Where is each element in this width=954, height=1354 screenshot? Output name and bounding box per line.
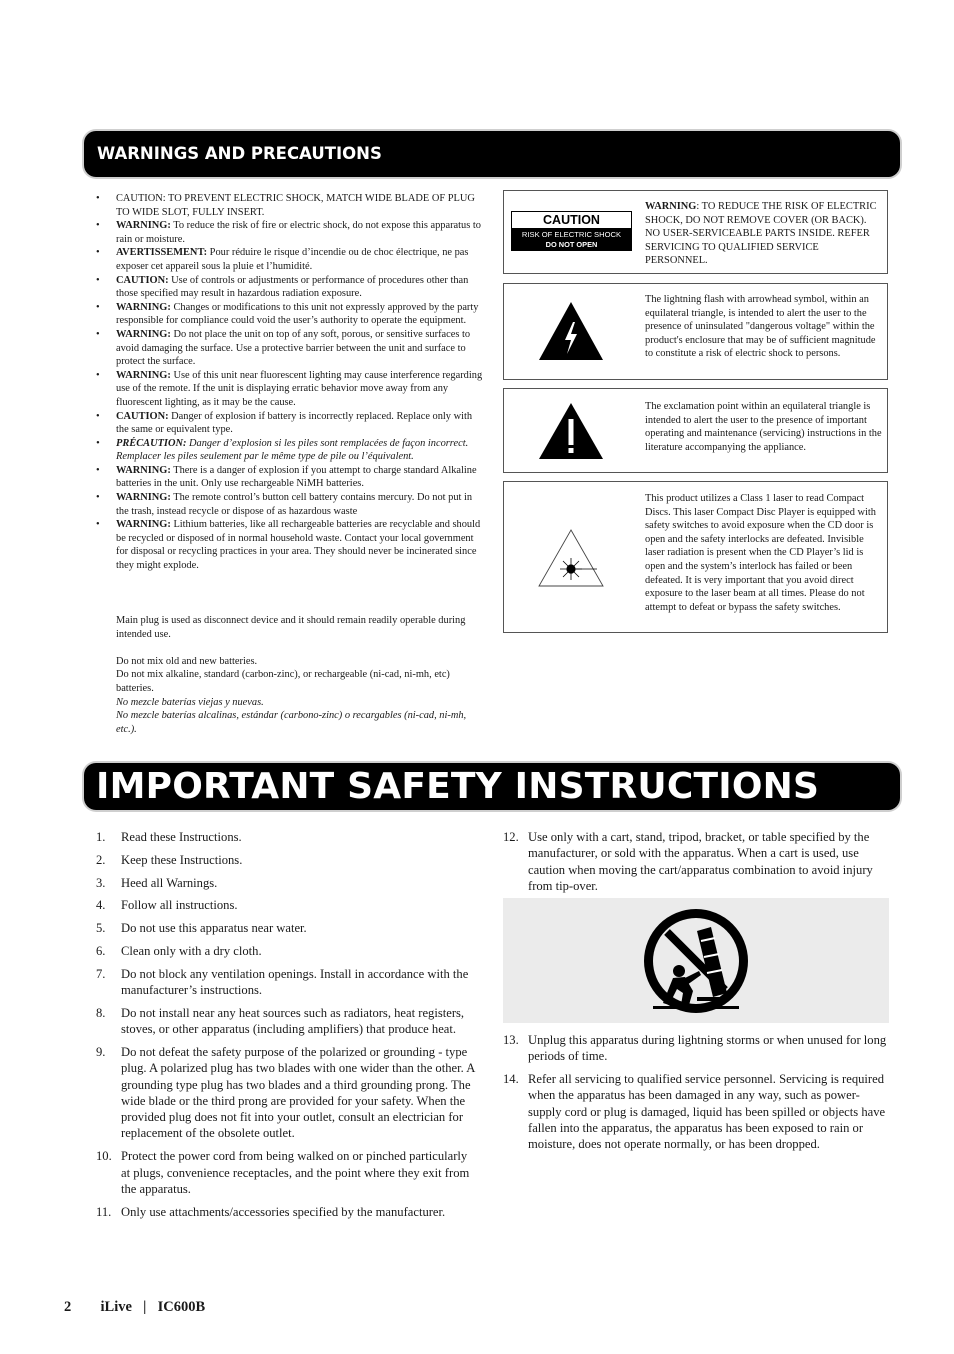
instruction-number: 6.	[96, 943, 106, 958]
warning-item	[96, 192, 486, 219]
warning-item	[96, 518, 486, 572]
instruction-number: 14.	[503, 1072, 519, 1087]
instruction-number: 4.	[96, 898, 106, 913]
instruction-number: 9.	[96, 1044, 106, 1059]
instruction-text: Keep these Instructions.	[121, 852, 243, 867]
cart-tipover-icon	[641, 907, 751, 1015]
instruction-item	[96, 875, 479, 891]
lightning-text: The lightning flash with arrowhead symbol, within an equilateral triangle, is intended to alert the user to the presence of uninsulated "dangerous voltage" within the product's enclosure that may be of sufficient magnitude to constitute a risk of electric shock to persons.	[645, 294, 876, 360]
instruction-text: Do not block any ventilation openings. Install in accordance with the manufacturer’s instructions.	[121, 966, 469, 998]
warning-item-label: WARNING:	[116, 328, 171, 340]
instructions-list-left	[96, 829, 479, 1226]
warning-item	[96, 464, 486, 491]
warning-item-text: Changes or modifications to this unit not expressly approved by the party responsible for compliance could void the user’s authority to operate the equipment.	[116, 301, 479, 327]
note-no-mix-1: Do not mix old and new batteries.	[116, 655, 258, 667]
warning-item-text: Danger of explosion if battery is incorrectly replaced. Replace only with the same or equivalent type.	[116, 410, 473, 436]
page-number: 2	[64, 1299, 72, 1315]
instruction-number: 3.	[96, 875, 106, 890]
warning-item	[96, 301, 486, 328]
warning-item-label: AVERTISSEMENT:	[116, 247, 208, 259]
instruction-number: 13.	[503, 1033, 519, 1047]
note-main-plug: Main plug is used as disconnect device and it should remain readily operable during intended use.	[116, 615, 466, 640]
warning-item-text: Use of controls or adjustments or performance of procedures other than those specified may result in hazardous radiation exposure.	[116, 274, 469, 300]
warning-item-text: Pour réduire le risque d’incendie ou de choc électrique, ne pas exposer cet appareil sous la pluie et l’humidité.	[116, 247, 469, 272]
instruction-number: 12.	[503, 830, 519, 844]
instruction-item	[96, 897, 479, 913]
warning-item-label: PRÉCAUTION:	[116, 437, 187, 449]
warning-item-label: CAUTION:	[116, 410, 169, 422]
exclamation-triangle-icon	[537, 401, 605, 461]
instructions-list-right-bottom	[503, 1032, 891, 1159]
footer-brand: iLive	[100, 1299, 132, 1315]
instruction-text: Follow all instructions.	[121, 898, 238, 913]
warning-item	[96, 410, 486, 437]
instruction-item	[96, 1148, 479, 1197]
page-footer	[64, 1298, 205, 1316]
instruction-item	[96, 943, 479, 959]
instruction-item	[503, 829, 891, 894]
instruction-item	[96, 852, 479, 868]
note-es-2: No mezcle baterías alcalinas, estándar (carbono-zinc) o recargables (ni-cad, ni-mh, etc.).	[116, 710, 467, 735]
safety-title: IMPORTANT SAFETY INSTRUCTIONS	[96, 766, 820, 807]
instruction-text: Clean only with a dry cloth.	[121, 943, 262, 958]
caution-label-line1: RISK OF ELECTRIC SHOCK	[521, 230, 622, 239]
note-no-mix-2: Do not mix alkaline, standard (carbon-zinc), or rechargeable (ni-cad, ni-mh, etc) batteries.	[116, 669, 450, 694]
warning-item-label: WARNING:	[116, 492, 171, 504]
instruction-item	[503, 1071, 891, 1152]
warning-item-text: There is a danger of explosion if you attempt to charge standard Alkaline batteries in the unit. Only use rechargeable NiMH batteries.	[116, 464, 477, 490]
safety-banner	[84, 763, 900, 810]
note-es-1: No mezcle baterías viejas y nuevas.	[116, 696, 264, 708]
warning-item-label: WARNING:	[116, 519, 171, 531]
warning-item	[96, 491, 486, 518]
instruction-text: Do not defeat the safety purpose of the polarized or grounding - type plug. A polarized plug has two blades with one wider than the other. A grounding type plug has two blades and a third grounding prong. The wide blade or the third prong are provided for your safety. When the provided plug does not fit into your outlet, consult an electrician for replacement of the obsolete outlet.	[121, 1044, 475, 1141]
warning-item-text: To reduce the risk of fire or electric shock, do not expose this apparatus to rain or moisture.	[116, 220, 481, 245]
instruction-item	[96, 966, 479, 999]
warning-item	[96, 328, 486, 369]
instruction-number: 1.	[96, 830, 106, 844]
instruction-text: Only use attachments/accessories specified by the manufacturer.	[121, 1204, 446, 1219]
warning-item-text: The remote control’s button cell battery contains mercury. Do not put in the trash, instead recycle or dispose of as hazardous waste	[116, 492, 473, 517]
warning-item	[96, 274, 486, 301]
warnings-list	[96, 192, 486, 573]
caution-warning-text	[645, 200, 882, 268]
lightning-box	[503, 283, 888, 380]
warning-item-text: Danger d’explosion si les piles sont remplacées de façon incorrect. Remplacer les piles seulement par le même type de pile ou l’équivalent.	[116, 437, 469, 463]
exclamation-text: The exclamation point within an equilateral triangle is intended to alert the user to the presence of important operating and maintenance (servicing) instructions in the literature accompanying the appliance.	[645, 401, 882, 453]
laser-warning-icon	[537, 528, 605, 588]
caution-label-line2: DO NOT OPEN	[545, 240, 598, 249]
laser-text: This product utilizes a Class 1 laser to read Compact Discs. This laser Compact Disc Player is equipped with safety switches to avoid exposure when the CD door is open and the safety interlocks are defeated. Invisible laser radiation is present when the CD Player’s lid is open and the system’s interlock has failed or been defeated. It is very important that you avoid direct exposure to the laser beam at all times. Please do not attempt to defeat or bypass the safety switches.	[645, 493, 876, 613]
instruction-text: Do not install near any heat sources such as radiators, heat registers, stoves, or other apparatus (including amplifiers) that produce heat.	[121, 1005, 465, 1037]
caution-box	[503, 190, 888, 274]
warning-item-label: WARNING:	[116, 301, 171, 313]
instruction-item	[96, 1204, 479, 1220]
warning-item-label: WARNING:	[116, 369, 171, 381]
instruction-number: 11.	[96, 1204, 112, 1219]
instruction-item	[96, 1005, 479, 1038]
warning-item-label: CAUTION:	[116, 274, 169, 286]
warning-item-text: Lithium batteries, like all rechargeable batteries are recyclable and should be recycled or disposed of in normal household waste. Contact your local government for disposal or recycling practices in your area. They should never be incinerated since they might explode.	[116, 519, 481, 572]
warning-item-text: CAUTION: TO PREVENT ELECTRIC SHOCK, MATCH WIDE BLADE OF PLUG TO WIDE SLOT, FULLY INSERT.	[116, 193, 475, 218]
warning-item-label: WARNING:	[116, 464, 171, 476]
warning-label: WARNING	[645, 201, 697, 212]
warning-item	[96, 219, 486, 246]
warnings-title: WARNINGS AND PRECAUTIONS	[97, 144, 382, 163]
instruction-number: 7.	[96, 966, 106, 981]
caution-label-graphic	[511, 211, 632, 251]
instruction-number: 5.	[96, 921, 106, 936]
instruction-text: Read these Instructions.	[121, 830, 242, 844]
instruction-text: Refer all servicing to qualified service personnel. Servicing is required when the apparatus has been damaged in any way, such as power-supply cord or plug is damaged, liquid has been spilled or objects have fallen into the apparatus, the apparatus has been exposed to rain or moisture, does not operate normally, or has been dropped.	[528, 1072, 886, 1152]
instruction-item	[96, 829, 479, 845]
laser-box	[503, 481, 888, 633]
warning-item-text: Do not place the unit on top of any soft, porous, or sensitive surfaces to avoid damaging the surface. Use a protective barrier between the unit and surface to protect the surface.	[116, 328, 471, 368]
instruction-number: 2.	[96, 852, 106, 867]
exclamation-box	[503, 388, 888, 473]
instruction-text: Unplug this apparatus during lightning storms or when unused for long periods of time.	[528, 1033, 887, 1064]
instruction-item	[503, 1032, 891, 1065]
instruction-text: Do not use this apparatus near water.	[121, 921, 307, 936]
warnings-banner	[84, 131, 900, 177]
instructions-list-right-top	[503, 829, 891, 901]
caution-label-title: CAUTION	[512, 212, 631, 228]
instruction-text: Heed all Warnings.	[121, 875, 218, 890]
warning-item	[96, 369, 486, 410]
warning-item	[96, 246, 486, 273]
lightning-triangle-icon	[537, 300, 605, 362]
cart-graphic-panel	[503, 898, 889, 1023]
footer-model: IC600B	[157, 1299, 206, 1315]
warning-item-label: WARNING:	[116, 220, 171, 232]
footer-separator: |	[143, 1299, 147, 1315]
warning-item	[96, 437, 486, 464]
instruction-item	[96, 1044, 479, 1142]
instruction-number: 10.	[96, 1149, 112, 1164]
instruction-number: 8.	[96, 1005, 106, 1020]
instruction-text: Use only with a cart, stand, tripod, bracket, or table specified by the manufacturer, or sold with the apparatus. When a cart is used, use caution when moving the cart/apparatus combination to avoid injury from tip-over.	[528, 830, 873, 893]
warning-item-text: Use of this unit near fluorescent lighting may cause interference regarding use of the remote. If the unit is displaying erratic behavior move away from any fluorescent lighting, as it may be the cause.	[116, 369, 483, 408]
warning-body: : TO REDUCE THE RISK OF ELECTRIC SHOCK, DO NOT REMOVE COVER (OR BACK). NO USER-SERVICEABLE PARTS INSIDE. REFER SERVICING TO QUALIFIED SERVICE PERSONNEL.	[645, 201, 877, 267]
instruction-text: Protect the power cord from being walked on or pinched particularly at plugs, convenience receptacles, and the point where they exit from the apparatus.	[121, 1149, 470, 1196]
battery-notes	[116, 614, 488, 736]
instruction-item	[96, 920, 479, 936]
